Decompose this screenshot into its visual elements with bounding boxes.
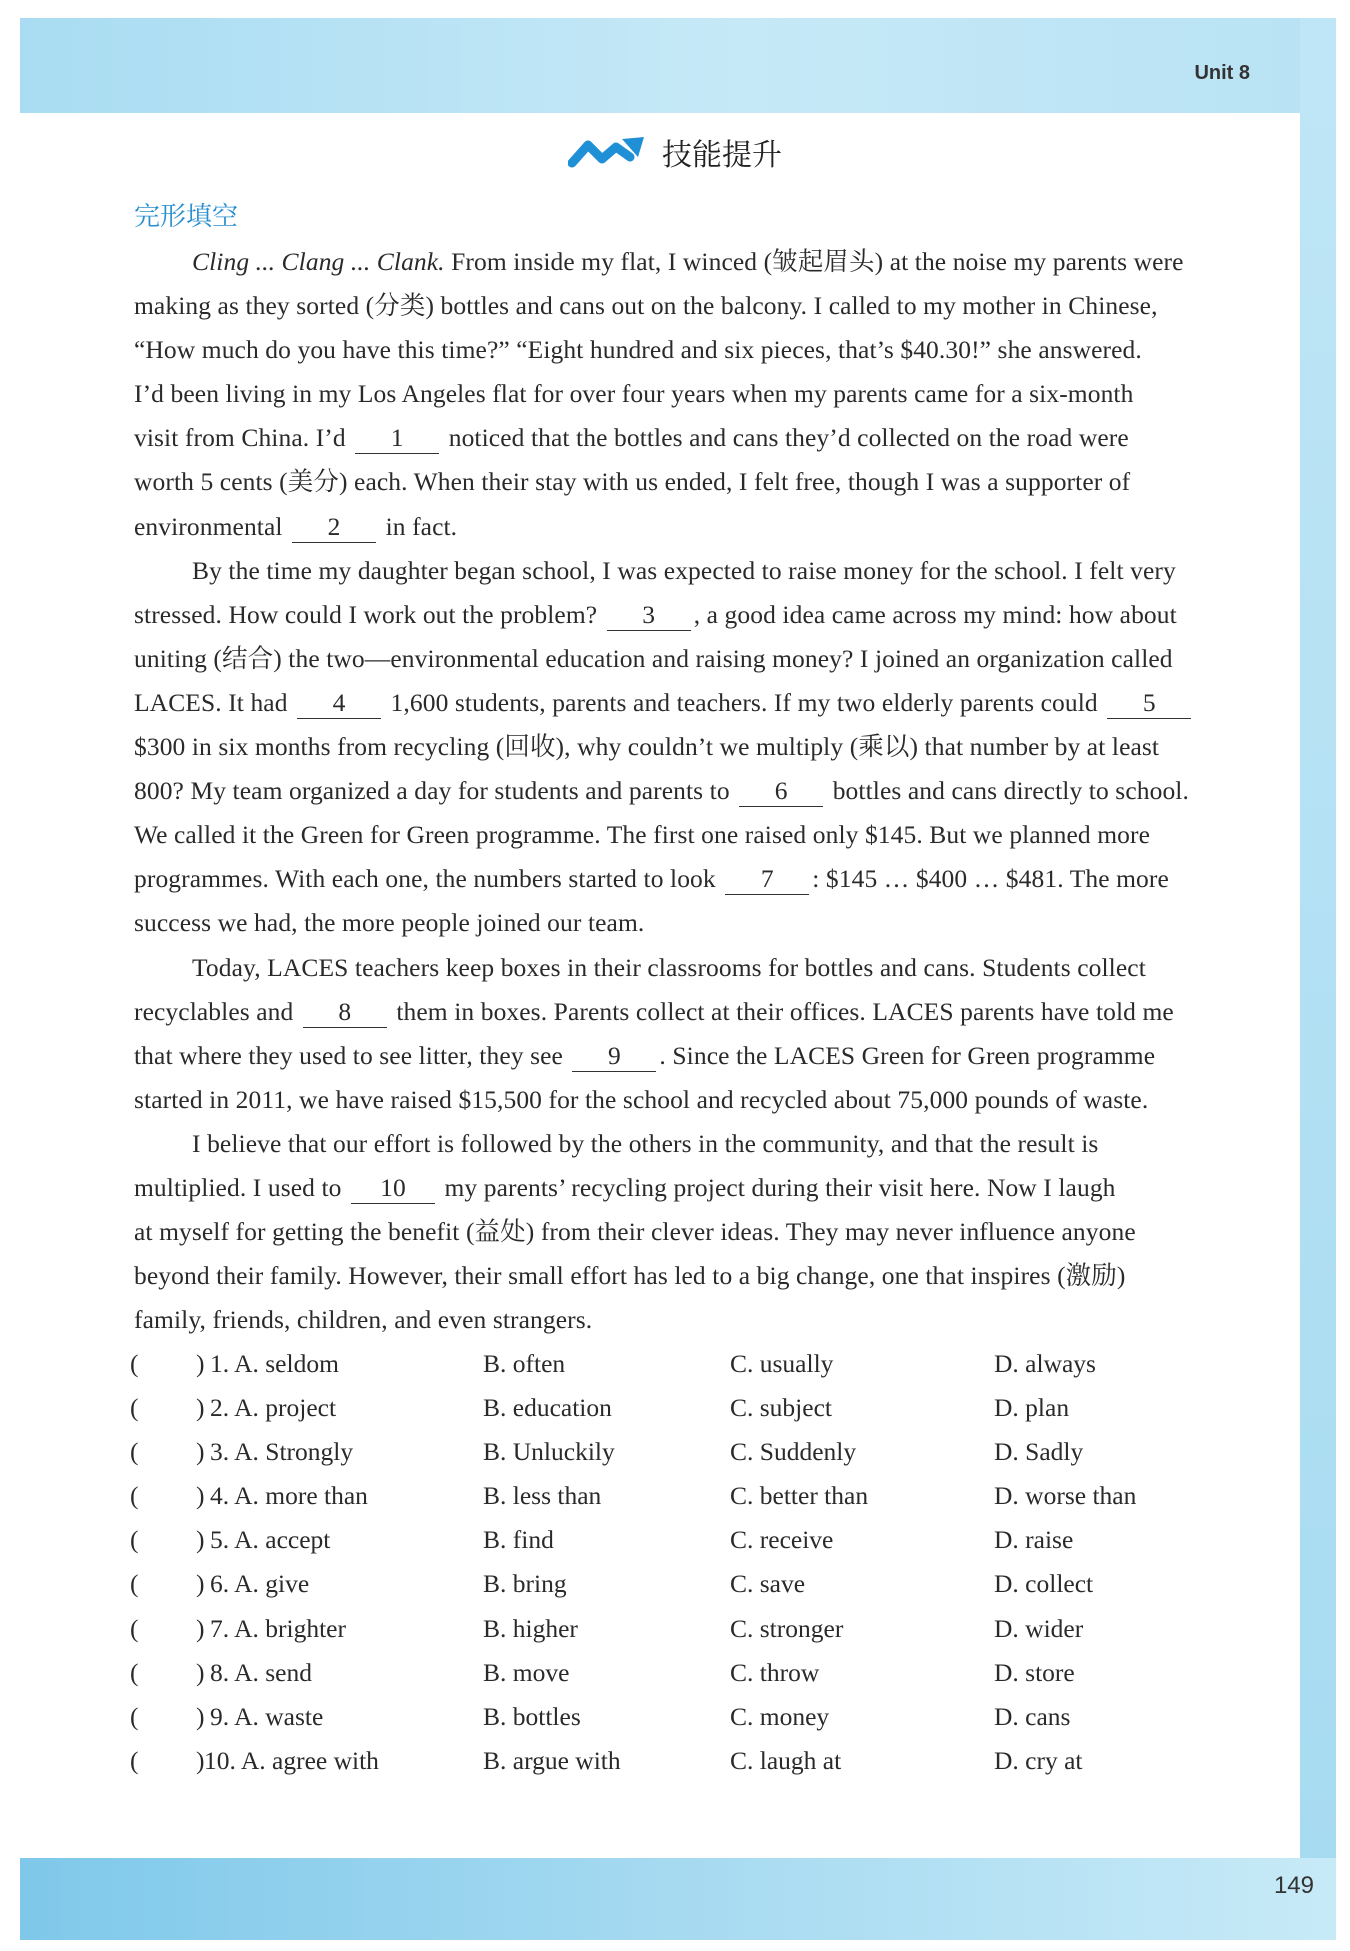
- option-b: B. Unluckily: [483, 1437, 615, 1467]
- option-a: 9. A. waste: [210, 1701, 324, 1731]
- option-d: D. worse than: [994, 1481, 1137, 1511]
- question-row: [130, 1518, 1280, 1562]
- option-a: 2. A. project: [210, 1393, 337, 1423]
- cloze-title: 完形填空: [134, 202, 239, 232]
- option-c: C. laugh at: [730, 1745, 842, 1775]
- passage-line: programmes. With each one, the numbers started to look 7 : $145 … $400 … $481. The more: [134, 864, 1169, 894]
- blank-6[interactable]: 6: [739, 776, 823, 807]
- question-row: [130, 1739, 1280, 1783]
- option-c: C. subject: [730, 1393, 832, 1423]
- unit-label: Unit 8: [1194, 62, 1250, 84]
- answer-paren-close: ): [196, 1569, 205, 1599]
- passage-line: visit from China. I’d 1 noticed that the bottles and cans they’d collected on the road were: [134, 423, 1129, 453]
- answer-paren-close: ): [196, 1349, 205, 1378]
- option-d: D. store: [994, 1657, 1075, 1687]
- question-row: [130, 1474, 1280, 1518]
- passage-line: stressed. How could I work out the problem? 3 , a good idea came across my mind: how about: [134, 599, 1177, 629]
- answer-paren-close: ): [196, 1437, 205, 1467]
- option-a: 3. A. Strongly: [210, 1437, 354, 1467]
- option-c: C. save: [730, 1569, 806, 1599]
- passage-line: I believe that our effort is followed by the others in the community, and that the result is: [192, 1128, 1099, 1158]
- option-b: B. bottles: [483, 1701, 581, 1731]
- answer-paren-close: ): [196, 1701, 205, 1731]
- trend-zigzag-icon: [568, 135, 648, 169]
- passage-line: success we had, the more people joined our team.: [134, 908, 645, 938]
- right-frame-band: [1300, 18, 1336, 1858]
- question-row: [130, 1342, 1280, 1386]
- blank-10[interactable]: 10: [351, 1173, 435, 1204]
- option-b: B. move: [483, 1657, 570, 1687]
- option-c: C. throw: [730, 1657, 820, 1687]
- passage-line: worth 5 cents (美分) each. When their stay with us ended, I felt free, though I was a supporter of: [134, 467, 1131, 497]
- answer-paren-open[interactable]: (: [130, 1393, 139, 1423]
- passage-line: that where they used to see litter, they see 9 . Since the LACES Green for Green programme: [134, 1040, 1156, 1070]
- answer-paren-close: ): [196, 1525, 205, 1555]
- option-a: 7. A. brighter: [210, 1613, 346, 1643]
- passage-line: We called it the Green for Green programme. The first one raised only $145. But we planned more: [134, 820, 1151, 850]
- option-c: C. receive: [730, 1525, 834, 1555]
- option-d: D. always: [994, 1349, 1096, 1378]
- answer-paren-open[interactable]: (: [130, 1745, 139, 1775]
- blank-8[interactable]: 8: [303, 997, 387, 1028]
- answer-paren-open[interactable]: (: [130, 1349, 139, 1378]
- top-frame-band: [20, 18, 1336, 113]
- answer-paren-close: ): [196, 1393, 205, 1423]
- option-b: B. often: [483, 1349, 566, 1378]
- answer-paren-close: ): [196, 1657, 205, 1687]
- answer-paren-open[interactable]: (: [130, 1701, 139, 1731]
- blank-5[interactable]: 5: [1107, 688, 1191, 719]
- blank-3[interactable]: 3: [607, 600, 691, 631]
- option-c: C. Suddenly: [730, 1437, 857, 1467]
- blank-2[interactable]: 2: [292, 512, 376, 543]
- blank-7[interactable]: 7: [725, 864, 809, 895]
- option-a: 8. A. send: [210, 1657, 312, 1687]
- section-header: [0, 130, 1350, 174]
- option-b: B. bring: [483, 1569, 567, 1599]
- passage-line: started in 2011, we have raised $15,500 for the school and recycled about 75,000 pounds of waste.: [134, 1084, 1149, 1114]
- option-d: D. Sadly: [994, 1437, 1084, 1467]
- question-row: [130, 1386, 1280, 1430]
- option-c: C. better than: [730, 1481, 869, 1511]
- option-a: 4. A. more than: [210, 1481, 368, 1511]
- option-c: C. stronger: [730, 1613, 844, 1643]
- passage-line: family, friends, children, and even strangers.: [134, 1305, 593, 1335]
- option-b: B. argue with: [483, 1745, 621, 1775]
- answer-paren-open[interactable]: (: [130, 1481, 139, 1511]
- answer-paren-close: ): [196, 1481, 205, 1511]
- option-a: 5. A. accept: [210, 1525, 331, 1555]
- passage-line: Today, LACES teachers keep boxes in their classrooms for bottles and cans. Students collect: [192, 952, 1146, 982]
- blank-9[interactable]: 9: [572, 1041, 656, 1072]
- blank-1[interactable]: 1: [355, 423, 439, 454]
- passage-line: multiplied. I used to 10 my parents’ recycling project during their visit here. Now I laugh: [134, 1172, 1116, 1202]
- passage-line: at myself for getting the benefit (益处) from their clever ideas. They may never influence anyone: [134, 1217, 1136, 1247]
- answer-paren-open[interactable]: (: [130, 1657, 139, 1687]
- option-b: B. less than: [483, 1481, 602, 1511]
- blank-4[interactable]: 4: [297, 688, 381, 719]
- question-row: [130, 1607, 1280, 1651]
- answer-paren-open[interactable]: (: [130, 1569, 139, 1599]
- cloze-passage: [134, 240, 1264, 1342]
- passage-line: beyond their family. However, their small effort has led to a big change, one that inspires (激励): [134, 1261, 1126, 1291]
- option-b: B. education: [483, 1393, 612, 1423]
- passage-line: LACES. It had 4 1,600 students, parents and teachers. If my two elderly parents could 5: [134, 681, 1264, 725]
- question-options: [130, 1342, 1280, 1783]
- option-c: C. usually: [730, 1349, 834, 1378]
- option-b: B. higher: [483, 1613, 578, 1643]
- answer-paren-open[interactable]: (: [130, 1525, 139, 1555]
- option-d: D. raise: [994, 1525, 1074, 1555]
- page-number: 149: [1273, 1872, 1314, 1899]
- option-a: 10. A. agree with: [204, 1745, 379, 1775]
- option-a: 1. A. seldom: [210, 1349, 339, 1378]
- question-row: [130, 1430, 1280, 1474]
- passage-line: “How much do you have this time?” “Eight hundred and six pieces, that’s $40.30!” she answered.: [134, 335, 1142, 365]
- passage-line: I’d been living in my Los Angeles flat for over four years when my parents came for a six-month: [134, 379, 1134, 409]
- answer-paren-close: ): [196, 1613, 205, 1643]
- option-b: B. find: [483, 1525, 554, 1555]
- question-row: [130, 1562, 1280, 1606]
- option-a: 6. A. give: [210, 1569, 310, 1599]
- answer-paren-open[interactable]: (: [130, 1437, 139, 1467]
- passage-line: making as they sorted (分类) bottles and cans out on the balcony. I called to my mother in Chinese,: [134, 291, 1158, 321]
- passage-line: By the time my daughter began school, I was expected to raise money for the school. I felt very: [192, 555, 1176, 585]
- passage-line: Cling ... Clang ... Clank. From inside my flat, I winced (皱起眉头) at the noise my parents were: [192, 247, 1184, 276]
- passage-line: environmental 2 in fact.: [134, 511, 458, 541]
- option-d: D. cry at: [994, 1745, 1083, 1775]
- option-c: C. money: [730, 1701, 830, 1731]
- option-d: D. cans: [994, 1701, 1071, 1731]
- option-d: D. plan: [994, 1393, 1070, 1423]
- question-row: [130, 1651, 1280, 1695]
- option-d: D. wider: [994, 1613, 1084, 1643]
- passage-line: recyclables and 8 them in boxes. Parents collect at their offices. LACES parents have told me: [134, 996, 1174, 1026]
- passage-line: 800? My team organized a day for students and parents to 6 bottles and cans directly to school.: [134, 776, 1189, 806]
- passage-line: uniting (结合) the two—environmental education and raising money? I joined an organization called: [134, 643, 1173, 673]
- answer-paren-close: ): [196, 1745, 205, 1775]
- section-title: 技能提升: [662, 138, 782, 173]
- passage-line: $300 in six months from recycling (回收), why couldn’t we multiply (乘以) that number by at least: [134, 732, 1160, 762]
- bottom-frame-band: [20, 1858, 1336, 1940]
- question-row: [130, 1695, 1280, 1739]
- answer-paren-open[interactable]: (: [130, 1613, 139, 1643]
- option-d: D. collect: [994, 1569, 1094, 1599]
